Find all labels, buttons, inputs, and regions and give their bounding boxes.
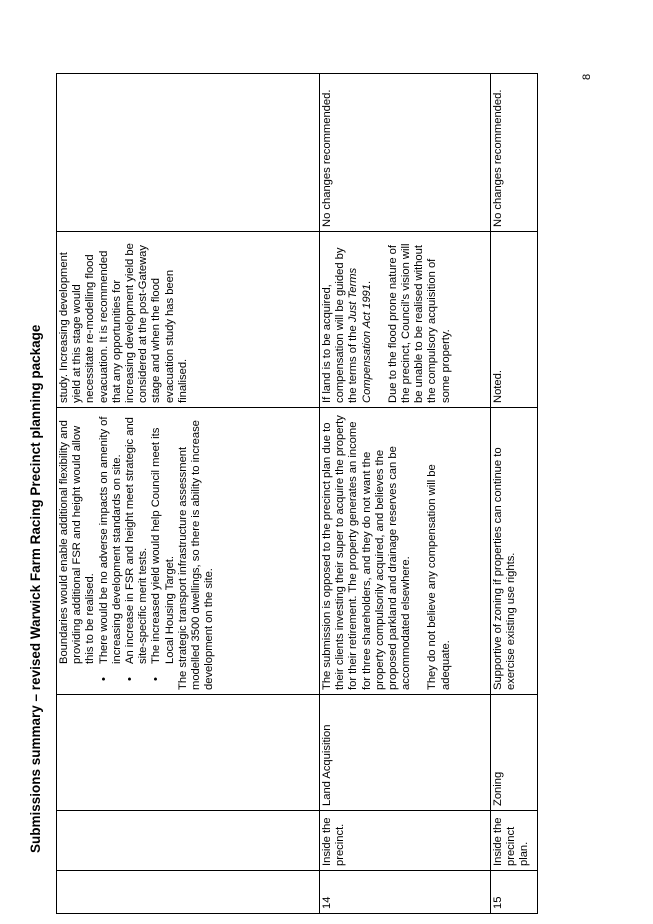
submission-text: They do not believe any compensation will be adequate. [426,464,452,690]
list-item [124,412,150,681]
response-text-part: . [360,280,373,284]
location-cell: Inside the precinct. [320,811,491,871]
table-row [320,74,491,914]
list-item [150,412,176,681]
issue-cell: Land Acquisition [320,695,491,811]
issue-cell [57,695,320,811]
response-cell [57,232,320,408]
submission-closing: The strategic transport infrastructure assessment modelled 3500 dwellings, so there is ability to increase development on the site. [176,420,216,690]
bullet-icon: • [124,677,137,681]
bullet-text: An increase in FSR and height meet strategic and site-specific merit tests. [124,417,150,664]
response-cell [320,232,491,408]
page-number: 8 [581,73,593,80]
bullet-icon: • [150,677,163,681]
bullet-list [98,412,177,690]
list-item [97,412,124,681]
submission-cell: Supportive of zoning if properties can continue to exercise existing use rights. [491,408,538,695]
recommendation-cell: No changes recommended. [320,74,491,232]
continued-bullet [58,412,98,690]
response-text-part: If land is to be acquired, compensation will be guided by the terms of the [321,247,360,403]
location-cell: Inside the precinct plan. [491,811,538,871]
act-name: Just Terms Compensation Act 1991 [347,267,373,403]
response-text: study. Increasing development yield at this stage would necessitate re-modelling flood evacuation. It is recommended that any opportunities for increasing development yield be considered at the post-Gateway stage and when the flood evacuation study has been finalised. [58,243,189,403]
submission-text: The submission is opposed to the precinct plan due to their clients investing their super to acquire the property for their retirement. The property generates an income for three shareholders, and they do not want the property compulsorily acquired, and believes the proposed parkland and drainage reserves can be accommodated elsewhere. [321,415,413,690]
table-row [491,74,538,914]
table-row-continued [57,74,320,914]
recommendation-cell [57,74,320,232]
recommendation-cell: No changes recommended. [491,74,538,232]
response-text [321,236,374,403]
bullet-text: There would be no adverse impacts on amenity of increasing development standards on site. [97,416,123,664]
response-cell: Noted. [491,232,538,408]
submission-cell [57,408,320,695]
response-text: Due to the flood prone nature of the precinct, Council's vision will be unable to be realised without the compulsory acquisition of some property. [386,243,452,403]
number-cell: 14 [320,871,491,914]
location-cell [57,811,320,871]
submission-cell [320,408,491,695]
page-title: Submissions summary – revised Warwick Farm Racing Precinct planning package [28,324,43,853]
number-cell: 15 [491,871,538,914]
bullet-text: Boundaries would enable additional flexibility and providing additional FSR and height would allow this to be realised. [58,420,97,664]
number-cell [57,871,320,914]
bullet-icon: • [97,677,110,681]
bullet-text: The increased yield would help Council meet its Local Housing Target. [150,427,176,664]
issue-cell: Zoning [491,695,538,811]
submissions-table [56,73,538,914]
